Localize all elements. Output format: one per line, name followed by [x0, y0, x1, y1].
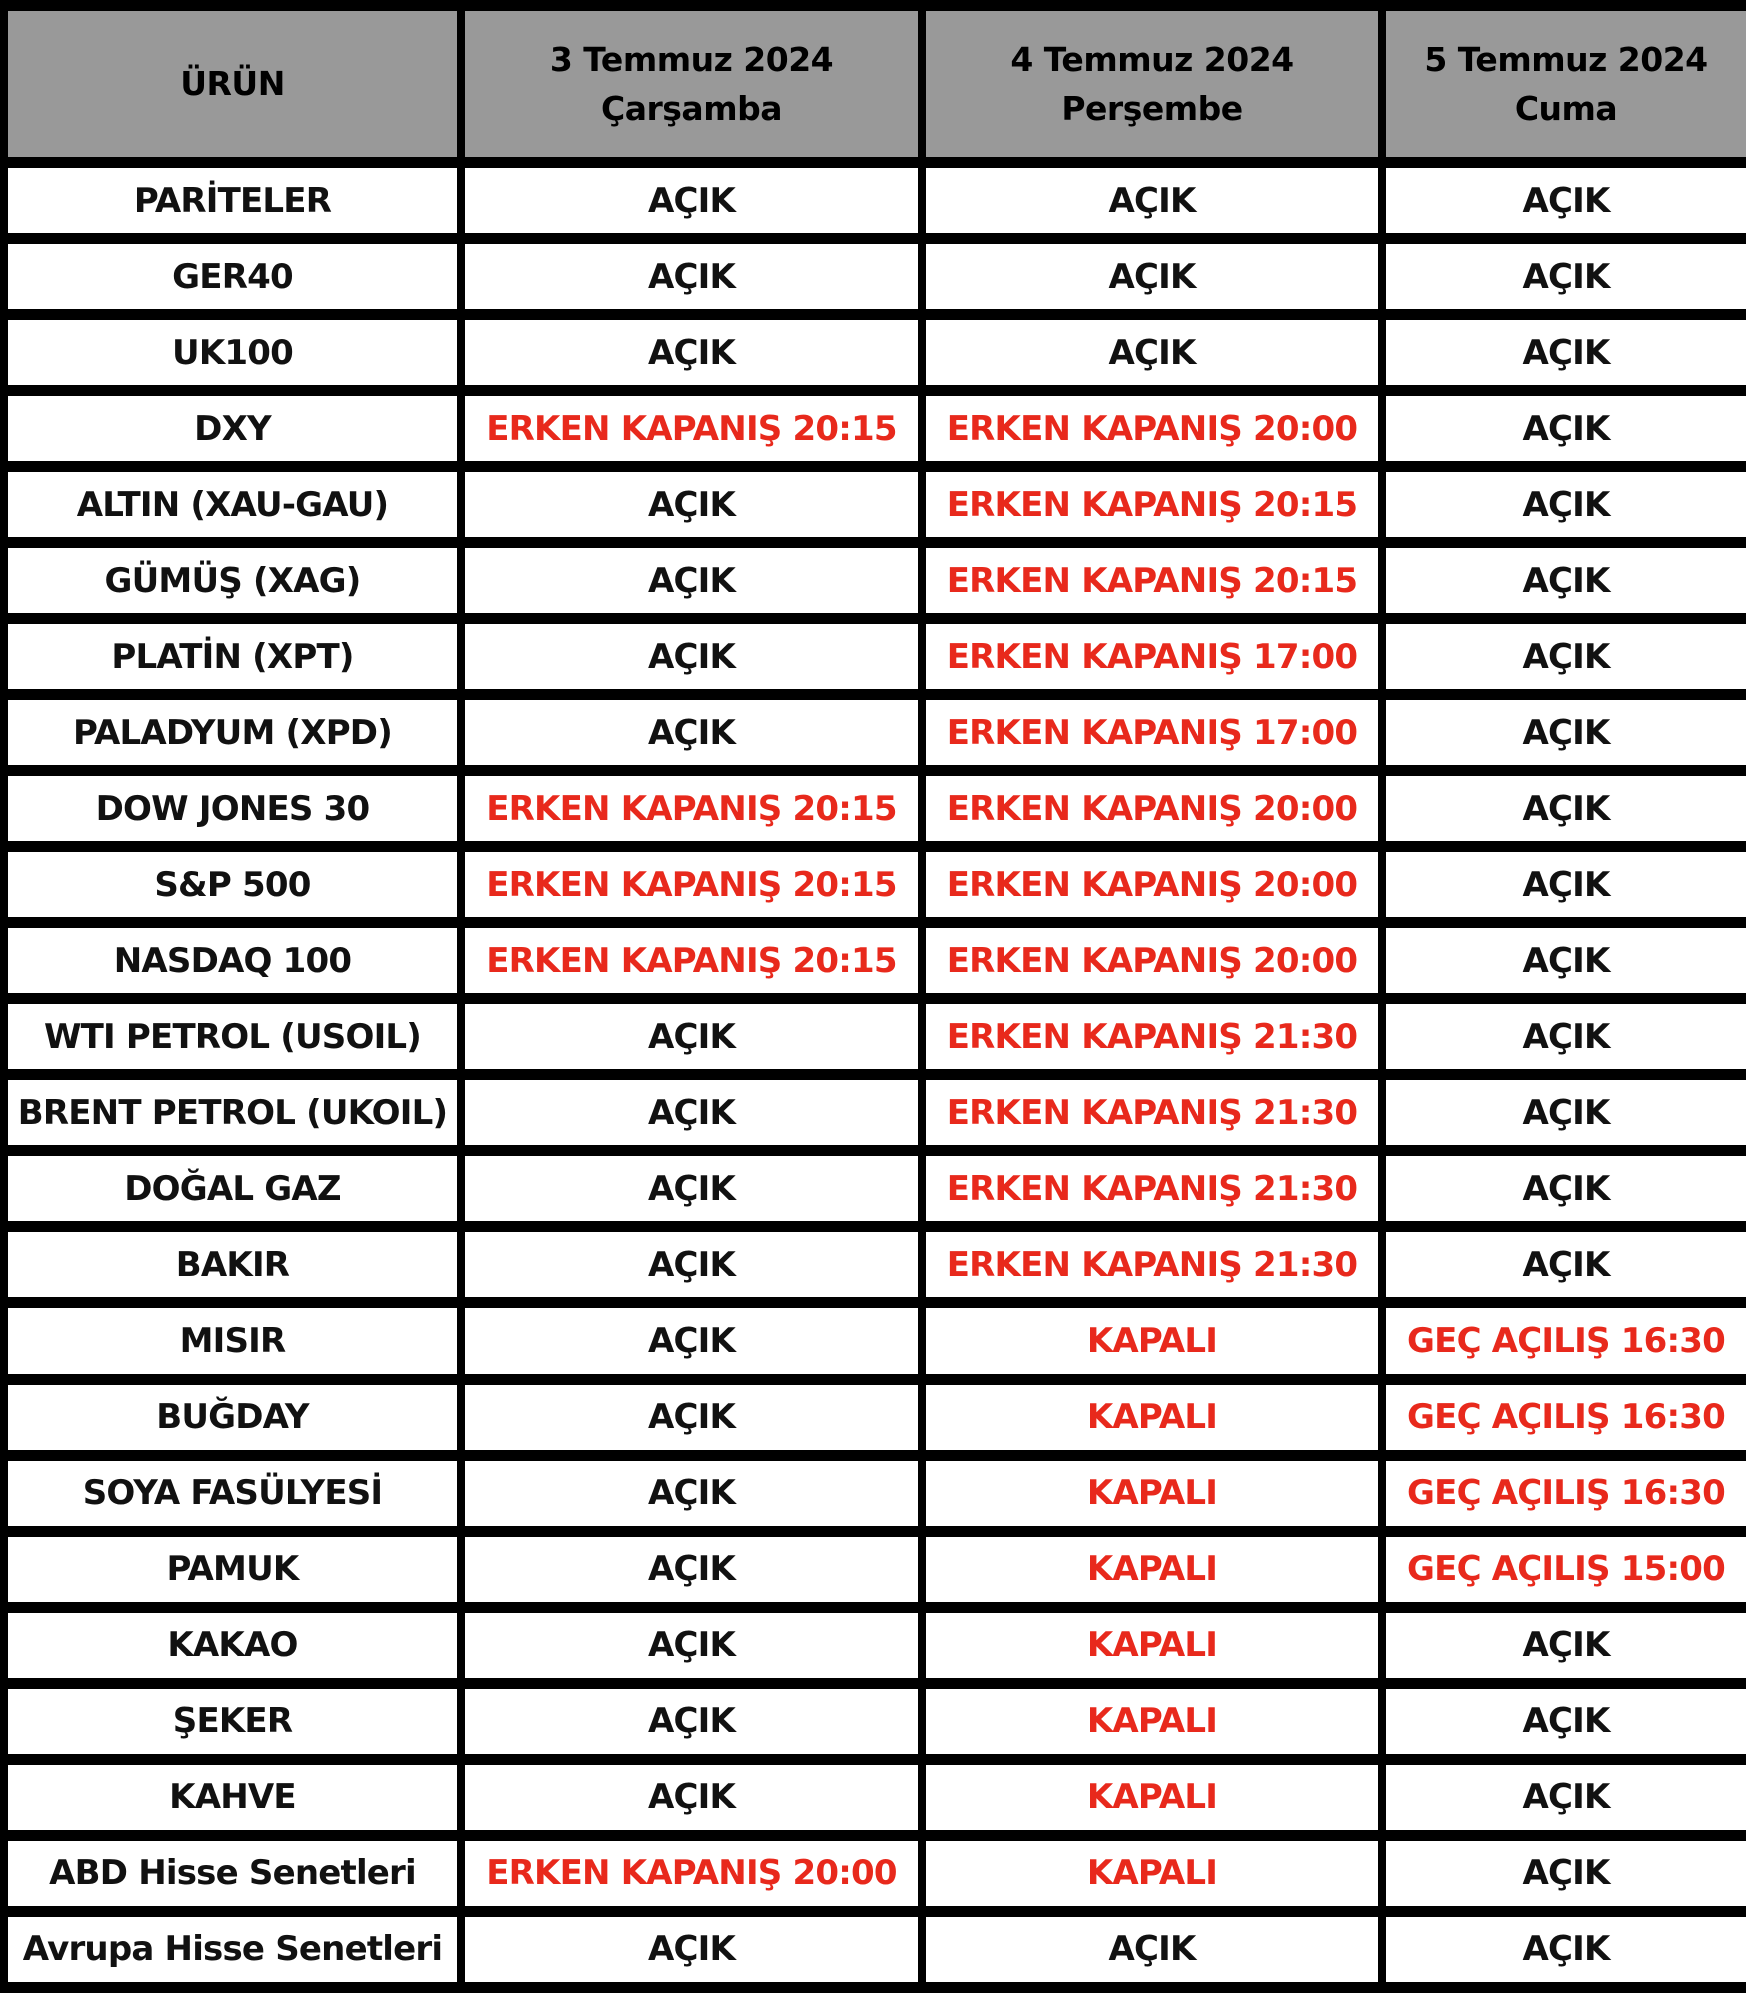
status-cell-friday: GEÇ AÇILIŞ 16:30	[1382, 1379, 1746, 1455]
table-row	[4, 1911, 1746, 1987]
status-cell-thursday: AÇIK	[922, 163, 1382, 239]
status-cell-thursday: KAPALI	[922, 1455, 1382, 1531]
table-row	[4, 847, 1746, 923]
status-cell-thursday: AÇIK	[922, 315, 1382, 391]
product-name: GÜMÜŞ (XAG)	[4, 543, 461, 619]
header-date: 5 Temmuz 2024	[1424, 39, 1708, 79]
status-cell-wednesday: ERKEN KAPANIŞ 20:00	[461, 1835, 922, 1911]
status-cell-thursday: ERKEN KAPANIŞ 17:00	[922, 695, 1382, 771]
header-weekday: Cuma	[1514, 89, 1618, 128]
status-cell-friday: AÇIK	[1382, 239, 1746, 315]
table-row	[4, 239, 1746, 315]
status-cell-friday: AÇIK	[1382, 1151, 1746, 1227]
product-name: BRENT PETROL (UKOIL)	[4, 1075, 461, 1151]
product-name: DOW JONES 30	[4, 771, 461, 847]
table-row	[4, 1683, 1746, 1759]
status-cell-wednesday: ERKEN KAPANIŞ 20:15	[461, 771, 922, 847]
status-cell-wednesday: AÇIK	[461, 1303, 922, 1379]
table-row	[4, 1455, 1746, 1531]
status-cell-wednesday: AÇIK	[461, 315, 922, 391]
status-cell-friday: GEÇ AÇILIŞ 15:00	[1382, 1531, 1746, 1607]
status-cell-wednesday: ERKEN KAPANIŞ 20:15	[461, 391, 922, 467]
status-cell-wednesday: AÇIK	[461, 1075, 922, 1151]
table-row	[4, 1607, 1746, 1683]
status-cell-thursday: ERKEN KAPANIŞ 21:30	[922, 1151, 1382, 1227]
status-cell-thursday: AÇIK	[922, 239, 1382, 315]
header-weekday: Çarşamba	[601, 89, 782, 128]
product-name: BUĞDAY	[4, 1379, 461, 1455]
status-cell-thursday: KAPALI	[922, 1835, 1382, 1911]
status-cell-wednesday: AÇIK	[461, 543, 922, 619]
product-name: KAKAO	[4, 1607, 461, 1683]
status-cell-thursday: ERKEN KAPANIŞ 20:00	[922, 847, 1382, 923]
status-cell-wednesday: AÇIK	[461, 1683, 922, 1759]
table-row	[4, 1531, 1746, 1607]
table-row	[4, 1835, 1746, 1911]
status-cell-wednesday: AÇIK	[461, 239, 922, 315]
status-cell-wednesday: AÇIK	[461, 999, 922, 1075]
status-cell-friday: GEÇ AÇILIŞ 16:30	[1382, 1303, 1746, 1379]
table-row	[4, 163, 1746, 239]
status-cell-friday: AÇIK	[1382, 1227, 1746, 1303]
table-row	[4, 1303, 1746, 1379]
table-row	[4, 543, 1746, 619]
product-name: ABD Hisse Senetleri	[4, 1835, 461, 1911]
status-cell-thursday: ERKEN KAPANIŞ 20:00	[922, 771, 1382, 847]
table-row	[4, 1227, 1746, 1303]
status-cell-wednesday: AÇIK	[461, 1151, 922, 1227]
product-name: GER40	[4, 239, 461, 315]
status-cell-friday: AÇIK	[1382, 391, 1746, 467]
status-cell-friday: AÇIK	[1382, 999, 1746, 1075]
table-body	[4, 163, 1746, 1988]
status-cell-wednesday: AÇIK	[461, 1227, 922, 1303]
status-cell-friday: AÇIK	[1382, 923, 1746, 999]
product-name: MISIR	[4, 1303, 461, 1379]
header-day-wednesday	[461, 6, 922, 163]
table-row	[4, 1759, 1746, 1835]
product-name: UK100	[4, 315, 461, 391]
table-row	[4, 315, 1746, 391]
status-cell-thursday: KAPALI	[922, 1759, 1382, 1835]
status-cell-friday: AÇIK	[1382, 1075, 1746, 1151]
status-cell-thursday: KAPALI	[922, 1683, 1382, 1759]
table-row	[4, 619, 1746, 695]
status-cell-thursday: AÇIK	[922, 1911, 1382, 1987]
status-cell-wednesday: AÇIK	[461, 619, 922, 695]
status-cell-wednesday: AÇIK	[461, 1379, 922, 1455]
status-cell-wednesday: AÇIK	[461, 163, 922, 239]
product-name: PALADYUM (XPD)	[4, 695, 461, 771]
header-day-thursday	[922, 6, 1382, 163]
status-cell-thursday: KAPALI	[922, 1379, 1382, 1455]
product-name: DOĞAL GAZ	[4, 1151, 461, 1227]
status-cell-friday: AÇIK	[1382, 619, 1746, 695]
status-cell-wednesday: AÇIK	[461, 1759, 922, 1835]
status-cell-friday: GEÇ AÇILIŞ 16:30	[1382, 1455, 1746, 1531]
status-cell-friday: AÇIK	[1382, 1835, 1746, 1911]
product-name: ALTIN (XAU-GAU)	[4, 467, 461, 543]
status-cell-wednesday: AÇIK	[461, 1531, 922, 1607]
status-cell-thursday: ERKEN KAPANIŞ 20:15	[922, 467, 1382, 543]
header-weekday: Perşembe	[1061, 89, 1243, 128]
status-cell-thursday: KAPALI	[922, 1607, 1382, 1683]
status-cell-thursday: ERKEN KAPANIŞ 21:30	[922, 1227, 1382, 1303]
table-row	[4, 1075, 1746, 1151]
table-header	[4, 6, 1746, 163]
status-cell-wednesday: AÇIK	[461, 695, 922, 771]
table-row	[4, 1379, 1746, 1455]
product-name: ŞEKER	[4, 1683, 461, 1759]
status-cell-friday: AÇIK	[1382, 1911, 1746, 1987]
header-day-friday	[1382, 6, 1746, 163]
product-name: SOYA FASÜLYESİ	[4, 1455, 461, 1531]
product-name: PARİTELER	[4, 163, 461, 239]
product-name: BAKIR	[4, 1227, 461, 1303]
status-cell-friday: AÇIK	[1382, 771, 1746, 847]
status-cell-friday: AÇIK	[1382, 315, 1746, 391]
status-cell-wednesday: AÇIK	[461, 1455, 922, 1531]
status-cell-thursday: ERKEN KAPANIŞ 17:00	[922, 619, 1382, 695]
status-cell-thursday: KAPALI	[922, 1531, 1382, 1607]
table-row	[4, 467, 1746, 543]
product-name: S&P 500	[4, 847, 461, 923]
product-name: PLATİN (XPT)	[4, 619, 461, 695]
header-date: 3 Temmuz 2024	[549, 39, 834, 79]
status-cell-friday: AÇIK	[1382, 695, 1746, 771]
status-cell-friday: AÇIK	[1382, 847, 1746, 923]
product-name: Avrupa Hisse Senetleri	[4, 1911, 461, 1987]
table-row	[4, 695, 1746, 771]
status-cell-wednesday: AÇIK	[461, 467, 922, 543]
table-row	[4, 999, 1746, 1075]
table-row	[4, 391, 1746, 467]
status-cell-friday: AÇIK	[1382, 1683, 1746, 1759]
product-name: PAMUK	[4, 1531, 461, 1607]
status-cell-friday: AÇIK	[1382, 467, 1746, 543]
status-cell-thursday: ERKEN KAPANIŞ 20:15	[922, 543, 1382, 619]
status-cell-thursday: ERKEN KAPANIŞ 21:30	[922, 1075, 1382, 1151]
product-name: DXY	[4, 391, 461, 467]
status-cell-thursday: ERKEN KAPANIŞ 20:00	[922, 391, 1382, 467]
header-row	[4, 6, 1746, 163]
status-cell-thursday: ERKEN KAPANIŞ 21:30	[922, 999, 1382, 1075]
status-cell-wednesday: ERKEN KAPANIŞ 20:15	[461, 923, 922, 999]
header-date: 4 Temmuz 2024	[1010, 39, 1294, 79]
product-name: NASDAQ 100	[4, 923, 461, 999]
status-cell-thursday: ERKEN KAPANIŞ 20:00	[922, 923, 1382, 999]
status-cell-friday: AÇIK	[1382, 543, 1746, 619]
status-cell-wednesday: AÇIK	[461, 1911, 922, 1987]
table-row	[4, 771, 1746, 847]
status-cell-wednesday: AÇIK	[461, 1607, 922, 1683]
table-row	[4, 923, 1746, 999]
product-name: WTI PETROL (USOIL)	[4, 999, 461, 1075]
status-cell-friday: AÇIK	[1382, 1607, 1746, 1683]
status-cell-thursday: KAPALI	[922, 1303, 1382, 1379]
status-cell-wednesday: ERKEN KAPANIŞ 20:15	[461, 847, 922, 923]
status-cell-friday: AÇIK	[1382, 163, 1746, 239]
header-product-column: ÜRÜN	[4, 6, 461, 163]
status-cell-friday: AÇIK	[1382, 1759, 1746, 1835]
table-row	[4, 1151, 1746, 1227]
product-name: KAHVE	[4, 1759, 461, 1835]
